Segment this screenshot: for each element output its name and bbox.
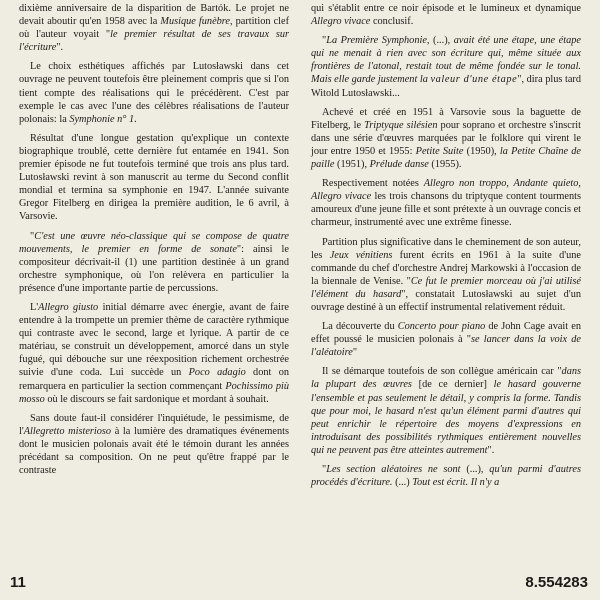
text-run: dixième anniversaire de la disparition de Bartók. Le projet ne devait aboutir qu'en 1958 avec la <box>19 3 289 28</box>
right-paragraph <box>311 463 581 489</box>
left-paragraph <box>19 301 289 406</box>
spaced-italic-run: valeur d'une étape <box>430 74 518 86</box>
right-paragraph <box>311 2 581 28</box>
left-paragraph <box>19 60 289 125</box>
text-run: furent écrits en 1961 à la suite d'une commande du chef d'orchestre Andrej Markowski à l'occasion de la biennale de Venise. " <box>311 249 581 287</box>
left-paragraph <box>19 2 289 54</box>
text-run: (...), <box>460 464 490 475</box>
text-run: de John Cage avait en effet poussé le musicien polonais à " <box>311 321 581 346</box>
text-run: ", constatait Lutosławski au sujet d'un ouvrage destiné à un effectif instrumental relativement réduit. <box>311 288 581 313</box>
text-run: Sans doute faut-il considérer l'inquiétude, le pessimisme, de l' <box>19 412 289 437</box>
text-run: (...) <box>392 477 413 489</box>
text-run: les trois chansons du triptyque content tourments amoureux d'une jeune fille et sont prétexte à un ouvrage concis et charmeur, instrumenté avec une extrême finesse. <box>311 191 581 229</box>
right-column <box>311 2 581 489</box>
text-run: L' <box>30 301 39 313</box>
italic-run: le hasard gouverne l'ensemble et pas seulement le détail, y compris la forme. Tandis que pour moi, le hasard n'est qu'un élément parmi d'autres qui peut enrichir le répertoire des moyens d'expressions en introduisant des possibilités rythmiques entièrement nouvelles qui ne peuvent pas être atteintes autrement <box>311 379 581 456</box>
text-run: Respectivement notées <box>322 178 424 190</box>
text-run: . <box>134 113 137 125</box>
left-paragraph <box>19 132 289 224</box>
text-run: Résultat d'une longue gestation qu'explique un contexte biographique troublé, cette dernière fut entamée en 1941. Son premier épisode ne fut toutefois terminé que trois ans plus tard. Lutosławski revint à son manuscrit au terme du Second conflit mondial et termina sa symphonie en 1947. L'année suivante Gregor Fitelberg en dirigea la première audition, le 6 avril, à Varsovie. <box>19 132 289 223</box>
italic-run: La Première Symphonie <box>326 35 427 47</box>
text-run: " <box>352 347 358 359</box>
italic-run: Prélude danse <box>369 159 429 171</box>
text-run: La découverte du <box>322 321 398 333</box>
italic-run: Allegro non troppo, Andante quieto, Allegro vivace <box>311 178 582 203</box>
italic-run: Musique funèbre <box>160 16 230 28</box>
italic-run: avait été une étape, une étape qui ne menait à rien avec son écriture qui, même située aux frontières de l'atonal, restait tout de même fondée sur le tonal. Mais elle garde justement la <box>311 35 581 86</box>
text-run: , (...), <box>426 35 454 47</box>
italic-run: qu'un parmi d'autres procédés d'écriture. <box>311 464 581 489</box>
italic-run: Allegro giusto <box>38 301 99 313</box>
italic-run: dans la plupart des œuvres <box>311 366 581 391</box>
text-run: Le choix esthétiques affichés par Lutosławski dans cet ouvrage ne peuvent toutefois être pleinement compris que si l'on tient compte des réalisations qui le précédèrent. C'est par exemple le cas avec l'une des célèbres réalisations de l'auteur polonais: la <box>19 61 289 125</box>
text-run: (1955). <box>428 159 462 171</box>
left-paragraph <box>19 412 289 477</box>
italic-run: Allegretto misterioso <box>23 425 112 437</box>
right-paragraph <box>311 177 581 229</box>
italic-run: Tout est écrit. Il n'y a <box>412 477 500 489</box>
text-run: qui s'établit entre ce noir épisode et le lumineux et dynamique <box>311 3 581 14</box>
left-paragraph <box>19 230 289 295</box>
text-run: conclusif. <box>370 16 414 28</box>
italic-run: Petite Suite <box>415 145 464 157</box>
text-run: " <box>322 464 327 475</box>
text-run: pour soprano et orchestre s'inscrit dans une série d'œuvres marquées par le folklore qui virent le jour entre 1950 et 1955: <box>311 119 581 157</box>
right-paragraph <box>311 365 581 457</box>
right-paragraph <box>311 320 581 359</box>
text-run: , partition clef où l'auteur voyait " <box>19 16 289 41</box>
italic-run: se lancer dans la voix de l'aléatoire <box>311 334 582 359</box>
italic-run: la Petite Chaîne de paille <box>311 145 581 171</box>
text-run: ". <box>56 42 64 54</box>
text-run: Achevé et créé en 1951 à Varsovie sous la baguette de Fitelberg, le <box>311 106 581 131</box>
italic-run: Triptyque silésien <box>364 119 438 131</box>
italic-run: Pochissimo più mosso <box>19 380 289 405</box>
italic-run: Allegro vivace <box>311 16 371 28</box>
page-number: 11 <box>10 574 26 591</box>
text-run: initial démarre avec énergie, avant de faire entendre à la trompette un premier thème de caractère rythmique qui contraste avec le second, large et lyrique. A partir de ce matériau, se construit un développement, amorcé dans un style fugué, qui débouche sur une réexposition richement orchestrée suivie d'une coda. Lui succède un <box>19 301 289 379</box>
text-run: à la lumière des dramatiques événements dont le musicien polonais avait été le témoin durant les années précédant sa composition. On ne peut qu'être frappé par le contraste <box>19 425 289 477</box>
italic-run: Jeux vénitiens <box>329 249 393 261</box>
italic-run: C'est une œuvre néo-classique qui se compose de quatre mouvements, le premier en forme de sonate <box>19 230 289 255</box>
text-run: ": ainsi le compositeur décrivait-il (1) une partition destinée à un grand orchestre symphonique, où l'on relèvera en particulier la présence d'une importante partie de percussions. <box>19 243 289 294</box>
catalog-number: 8.554283 <box>525 574 588 591</box>
text-run: ". <box>487 444 495 456</box>
right-paragraph <box>311 236 581 315</box>
italic-run: Concerto pour piano <box>397 321 486 333</box>
italic-run: Poco adagio <box>188 367 246 379</box>
text-run: (1950), <box>463 145 500 157</box>
text-run: Partition plus significative dans le cheminement de son auteur, les <box>311 236 581 261</box>
italic-run: Symphonie n° 1 <box>69 113 135 125</box>
text-run: " <box>30 230 35 242</box>
text-run: où le discours se fait sardonique et mordant à souhait. <box>44 393 269 405</box>
text-run: Il se démarque toutefois de son collègue américain car " <box>322 366 562 378</box>
italic-run: Ce fut le premier morceau où j'ai utilisé l'élément du hasard <box>311 275 581 300</box>
text-run: dont on remarquera en particulier la section commençant <box>19 367 289 392</box>
text-run: ", dira plus tard Witold Lutosławski... <box>311 74 581 99</box>
text-run: (1951), <box>334 159 370 171</box>
italic-run: Les section aléatoires ne sont <box>326 464 461 475</box>
italic-run: le premier résultat de ses travaux sur l'écriture <box>19 29 289 54</box>
text-run: " <box>322 35 327 47</box>
text-run: [de ce dernier] <box>411 379 494 391</box>
left-column <box>19 2 289 477</box>
right-paragraph <box>311 106 581 171</box>
right-paragraph <box>311 34 581 99</box>
